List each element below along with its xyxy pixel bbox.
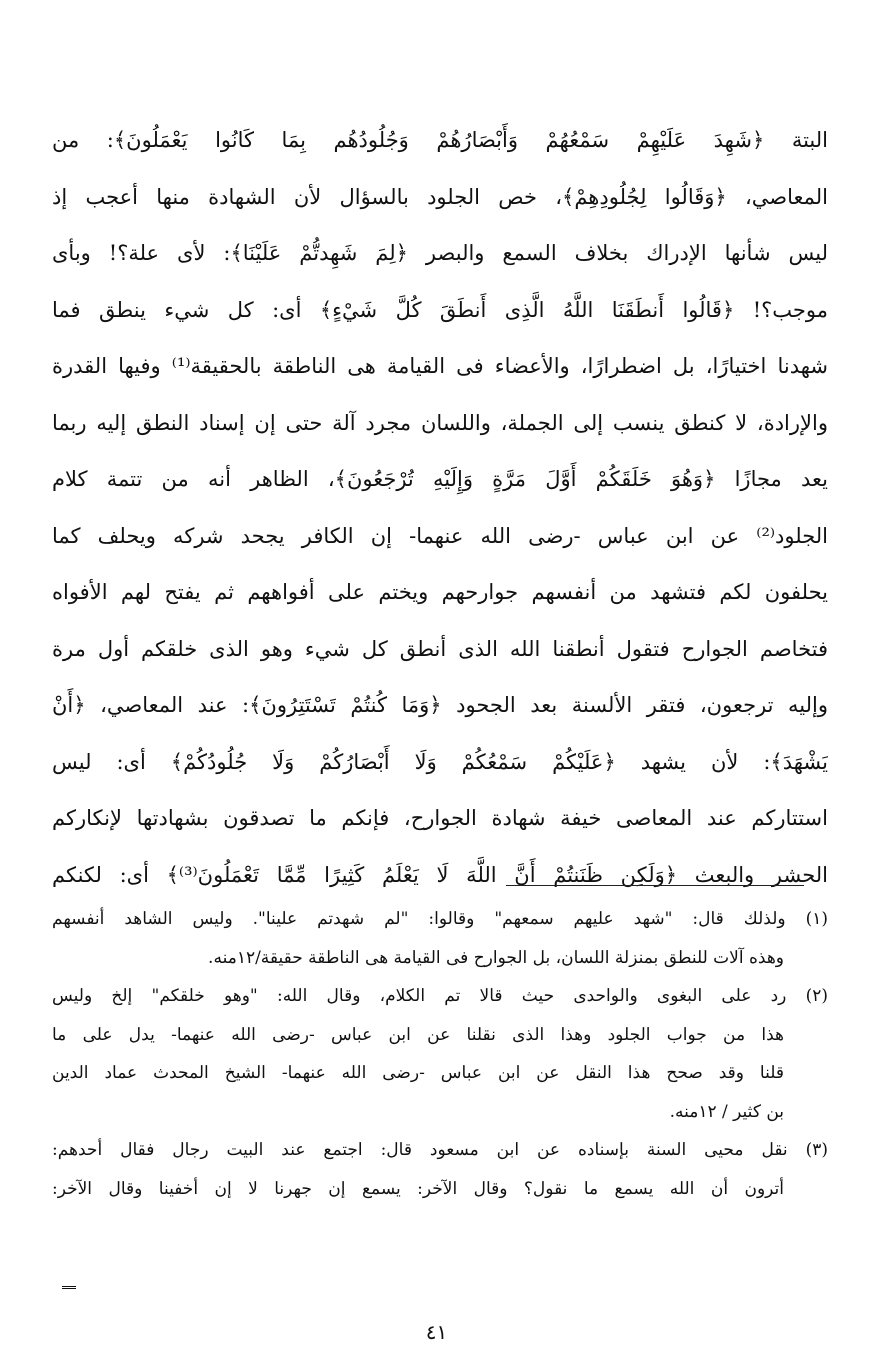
text-line: البتة ﴿شَهِدَ عَلَيْهِمْ سَمْعُهُمْ وَأَبْصَارُهُمْ وَجُلُودُهُم بِمَا كَانُوا يَعْمَلُونَ﴾: من [52, 128, 828, 152]
footnote-line: (٢) رد على البغوى والواحدى حيث قالا تم الكلام، وقال الله: "وهو خلقكم" إلخ وليس [52, 986, 828, 1006]
footnote-line: (١) ولذلك قال: "شهد عليهم سمعهم" وقالوا: "لم شهدتم علينا". وليس الشاهد أنفسهم [52, 909, 828, 929]
text-line: فتخاصم الجوارح فتقول أنطقنا الله الذى أنطق كل شيء وهو الذى خلقكم أول مرة [52, 636, 828, 661]
footnote-line: بن كثير / ١٢منه. [669, 1101, 784, 1122]
text-line: شهدنا اختيارًا، بل اضطرارًا، والأعضاء فى القيامة هى الناطقة بالحقيقة⁽¹⁾ وفيها القدرة [52, 354, 828, 378]
text-line: والإرادة، لا كنطق ينسب إلى الجملة، واللسان مجرد آلة حتى إن إسناد النطق إليه ربما [52, 410, 828, 435]
text-line: يَشْهَدَ﴾: لأن يشهد ﴿عَلَيْكُمْ سَمْعُكُمْ وَلَا أَبْصَارُكُمْ وَلَا جُلُودُكُمْ﴾ أى: ليس [52, 749, 828, 774]
text-line: يحلفون لكم فتشهد من أنفسهم جوارحهم ويختم على أفواههم ثم يفتح لهم الأفواه [52, 580, 828, 604]
footnote-3 [52, 1131, 828, 1208]
main-body-text [52, 112, 828, 903]
footnote-line: هذا من جواب الجلود وهذا الذى نقلنا عن ابن عباس -رضى الله عنهما- يدل على ما [52, 1024, 784, 1045]
text-line: استتاركم عند المعاصى خيفة شهادة الجوارح، فإنكم ما تصدقون بشهادتها لإنكاركم [52, 806, 828, 830]
text-line: موجب؟! ﴿قَالُوا أَنطَقَنَا اللَّهُ الَّذِى أَنطَقَ كُلَّ شَيْءٍ﴾ أى: كل شيء ينطق فما [52, 297, 828, 322]
footnotes [52, 900, 828, 1208]
page-number: ٤١ [425, 1320, 448, 1344]
footnote-line: (٣) نقل محيى السنة بإسناده عن ابن مسعود قال: اجتمع عند البيت رجال فقال أحدهم: [52, 1140, 828, 1160]
text-line: وإليه ترجعون، فتقر الألسنة بعد الجحود ﴿وَمَا كُنتُمْ تَسْتَتِرُونَ﴾: عند المعاصي، ﴿أَنْ [52, 693, 828, 717]
text-line: الجلود⁽²⁾ عن ابن عباس -رضى الله عنهما- إن الكافر يجحد شركه ويحلف كما [52, 523, 828, 548]
text-line: ليس شأنها الإدراك بخلاف السمع والبصر ﴿لِمَ شَهِدتُّمْ عَلَيْنَا﴾: لأى علة؟! وبأى [52, 241, 828, 265]
footnote-2 [52, 977, 828, 1131]
footnote-1 [52, 900, 828, 977]
footnote-line: أترون أن الله يسمع ما نقول؟ وقال الآخر: يسمع إن جهرنا لا إن أخفينا وقال الآخر: [52, 1178, 785, 1199]
footnote-line: قلنا وقد صحح هذا النقل عن ابن عباس -رضى الله عنهما- الشيخ المحدث عماد الدين [52, 1063, 784, 1083]
text-line: يعد مجازًا ﴿وَهُوَ خَلَقَكُمْ أَوَّلَ مَرَّةٍ وَإِلَيْهِ تُرْجَعُونَ﴾، الظاهر أنه من تتمة كلام [52, 467, 828, 491]
footnote-line: وهذه آلات للنطق بمنزلة اللسان، بل الجوارح فى القيامة هى الناطقة حقيقة/١٢منه. [208, 947, 784, 968]
text-line: المعاصي، ﴿وَقَالُوا لِجُلُودِهِمْ﴾، خص الجلود بالسؤال لأن الشهادة منها أعجب إذ [52, 184, 828, 209]
text-line: الحشر والبعث ﴿وَلَكِن ظَنَنتُمْ أَنَّ اللَّهَ لَا يَعْلَمُ كَثِيرًا مِّمَّا تَعْمَلُونَ⁽³⁾﴾ أى: لكنكم [52, 862, 828, 887]
continuation-mark [62, 1286, 76, 1291]
footnote-separator [506, 885, 804, 886]
